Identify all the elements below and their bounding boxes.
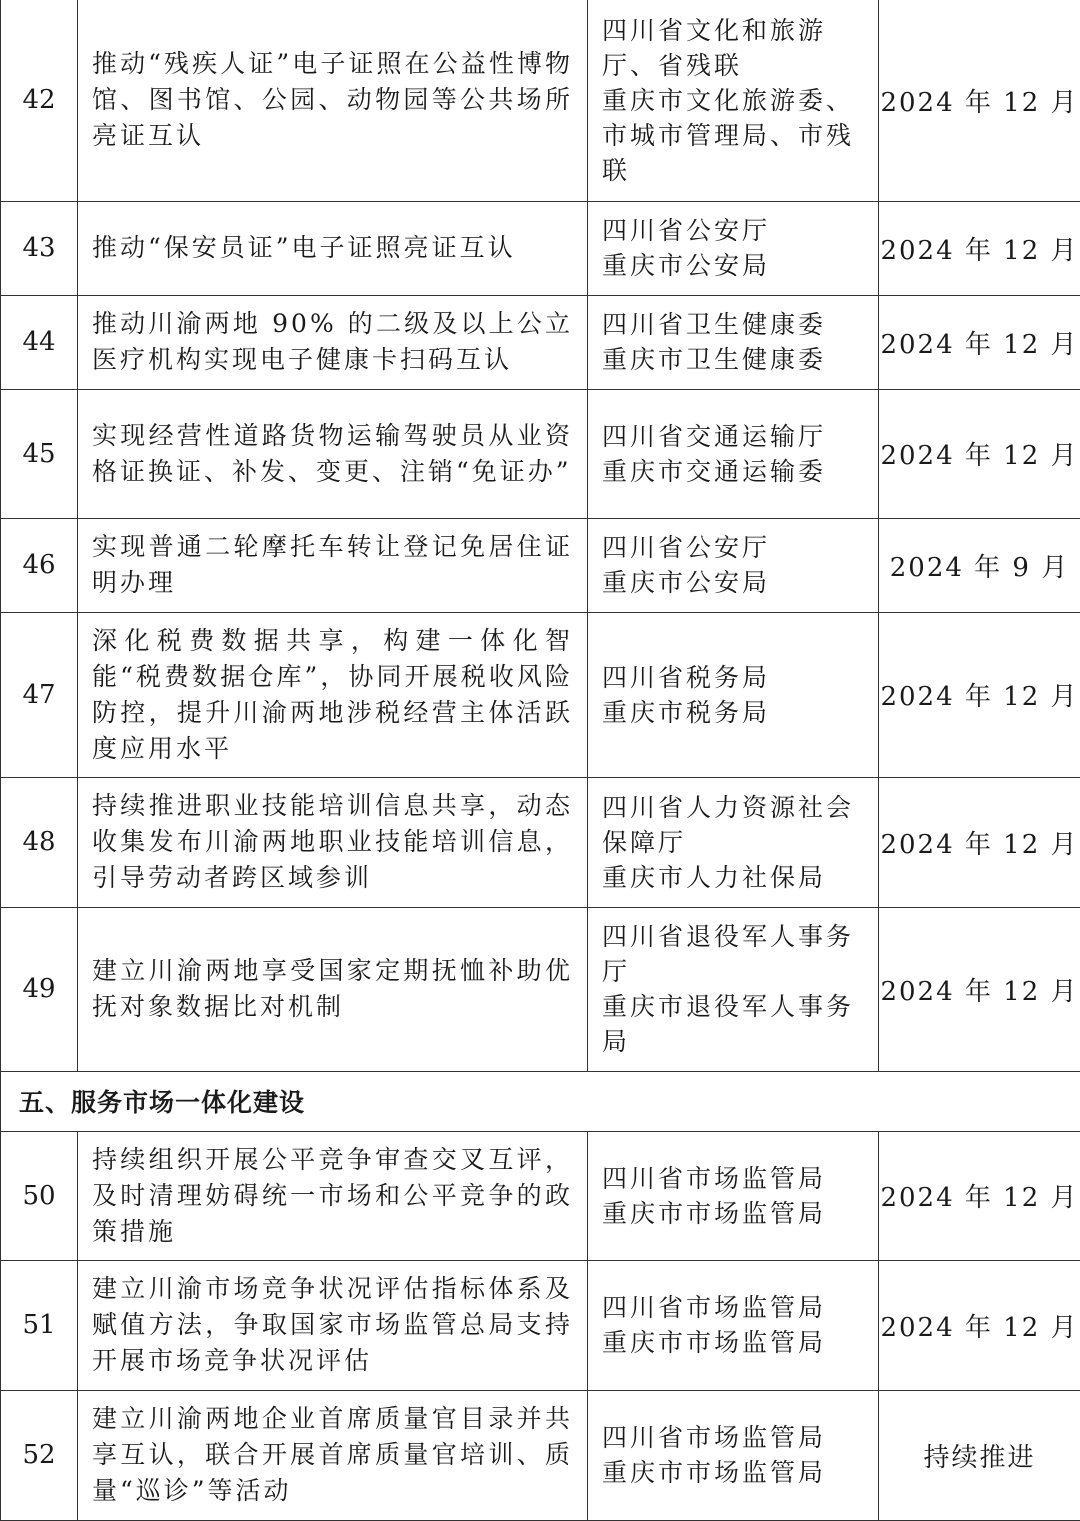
- task-description: 实现普通二轮摩托车转让登记免居住证明办理: [78, 518, 588, 612]
- department-line: 四川省交通运输厅: [602, 421, 827, 451]
- task-description: 建立川渝市场竞争状况评估指标体系及赋值方法，争取国家市场监管总局支持开展市场竞争状况评估: [78, 1260, 588, 1390]
- task-description: 深化税费数据共享，构建一体化智能“税费数据仓库”，协同开展税收风险防控，提升川渝两地涉税经营主体活跃度应用水平: [78, 612, 588, 777]
- row-number: 45: [1, 389, 78, 518]
- row-number: 42: [1, 0, 78, 201]
- task-description: 推动川渝两地 90% 的二级及以上公立医疗机构实现电子健康卡扫码互认: [78, 295, 588, 389]
- deadline: 2024 年 12 月: [879, 0, 1080, 201]
- department-line: 重庆市市场监管局: [602, 1198, 827, 1228]
- department-line: 四川省市场监管局: [602, 1163, 827, 1193]
- responsible-departments: [588, 295, 879, 389]
- department-line: 四川省税务局: [602, 662, 771, 692]
- department-line: 重庆市公安局: [602, 568, 771, 597]
- row-number: 46: [1, 518, 78, 612]
- table-row: [1, 295, 1080, 389]
- department-line: 重庆市人力社保局: [602, 862, 827, 892]
- row-number: 43: [1, 201, 78, 295]
- row-number: 48: [1, 777, 78, 907]
- department-line: 重庆市税务局: [602, 697, 771, 727]
- department-line: 四川省市场监管局: [602, 1293, 827, 1322]
- department-line: 重庆市退役军人事务局: [602, 992, 855, 1056]
- deadline: 2024 年 12 月: [879, 201, 1080, 295]
- table-row: [1, 612, 1080, 777]
- department-line: 重庆市文化旅游委、市城市管理局、市残联: [602, 85, 855, 185]
- row-number: 49: [1, 907, 78, 1071]
- deadline: 2024 年 12 月: [879, 612, 1080, 777]
- table-row: [1, 1131, 1080, 1260]
- row-number: 52: [1, 1390, 78, 1520]
- responsible-departments: [588, 0, 879, 201]
- department-line: 四川省公安厅: [602, 216, 771, 245]
- department-line: 重庆市公安局: [602, 251, 771, 280]
- responsible-departments: [588, 1390, 879, 1520]
- department-line: 重庆市交通运输委: [602, 456, 827, 486]
- section-heading: 五、服务市场一体化建设: [1, 1071, 1080, 1131]
- department-line: 重庆市卫生健康委: [602, 345, 827, 374]
- deadline: 2024 年 12 月: [879, 389, 1080, 518]
- deadline: 2024 年 12 月: [879, 295, 1080, 389]
- department-line: 四川省退役军人事务厅: [602, 922, 855, 986]
- row-number: 50: [1, 1131, 78, 1260]
- table-row: [1, 201, 1080, 295]
- task-description: 建立川渝两地享受国家定期抚恤补助优抚对象数据比对机制: [78, 907, 588, 1071]
- responsible-departments: [588, 907, 879, 1071]
- table-row: [1, 389, 1080, 518]
- deadline: 2024 年 12 月: [879, 907, 1080, 1071]
- task-description: 推动“保安员证”电子证照亮证互认: [78, 201, 588, 295]
- row-number: 44: [1, 295, 78, 389]
- task-description: 持续推进职业技能培训信息共享，动态收集发布川渝两地职业技能培训信息，引导劳动者跨区域参训: [78, 777, 588, 907]
- department-line: 四川省公安厅: [602, 533, 771, 562]
- department-line: 重庆市市场监管局: [602, 1328, 827, 1357]
- table-row: [1, 777, 1080, 907]
- department-line: 四川省卫生健康委: [602, 310, 827, 339]
- task-description: 推动“残疾人证”电子证照在公益性博物馆、图书馆、公园、动物园等公共场所亮证互认: [78, 0, 588, 201]
- deadline: 2024 年 12 月: [879, 777, 1080, 907]
- responsible-departments: [588, 389, 879, 518]
- department-line: 四川省市场监管局: [602, 1423, 827, 1452]
- responsible-departments: [588, 1131, 879, 1260]
- task-description: 实现经营性道路货物运输驾驶员从业资格证换证、补发、变更、注销“免证办”: [78, 389, 588, 518]
- responsible-departments: [588, 201, 879, 295]
- table-row: [1, 1390, 1080, 1520]
- table-row: [1, 1260, 1080, 1390]
- table-row: [1, 518, 1080, 612]
- responsible-departments: [588, 1260, 879, 1390]
- section-header-row: [1, 1071, 1080, 1131]
- row-number: 51: [1, 1260, 78, 1390]
- task-description: 建立川渝两地企业首席质量官目录并共享互认，联合开展首席质量官培训、质量“巡诊”等活动: [78, 1390, 588, 1520]
- task-description: 持续组织开展公平竞争审查交叉互评，及时清理妨碍统一市场和公平竞争的政策措施: [78, 1131, 588, 1260]
- deadline: 2024 年 12 月: [879, 1131, 1080, 1260]
- department-line: 重庆市市场监管局: [602, 1458, 827, 1487]
- deadline: 2024 年 12 月: [879, 1260, 1080, 1390]
- deadline: 持续推进: [879, 1390, 1080, 1520]
- responsible-departments: [588, 518, 879, 612]
- department-line: 四川省文化和旅游厅、省残联: [602, 15, 827, 80]
- deadline: 2024 年 9 月: [879, 518, 1080, 612]
- row-number: 47: [1, 612, 78, 777]
- department-line: 四川省人力资源社会保障厅: [602, 792, 855, 857]
- table-row: [1, 0, 1080, 201]
- responsible-departments: [588, 612, 879, 777]
- responsible-departments: [588, 777, 879, 907]
- table-row: [1, 907, 1080, 1071]
